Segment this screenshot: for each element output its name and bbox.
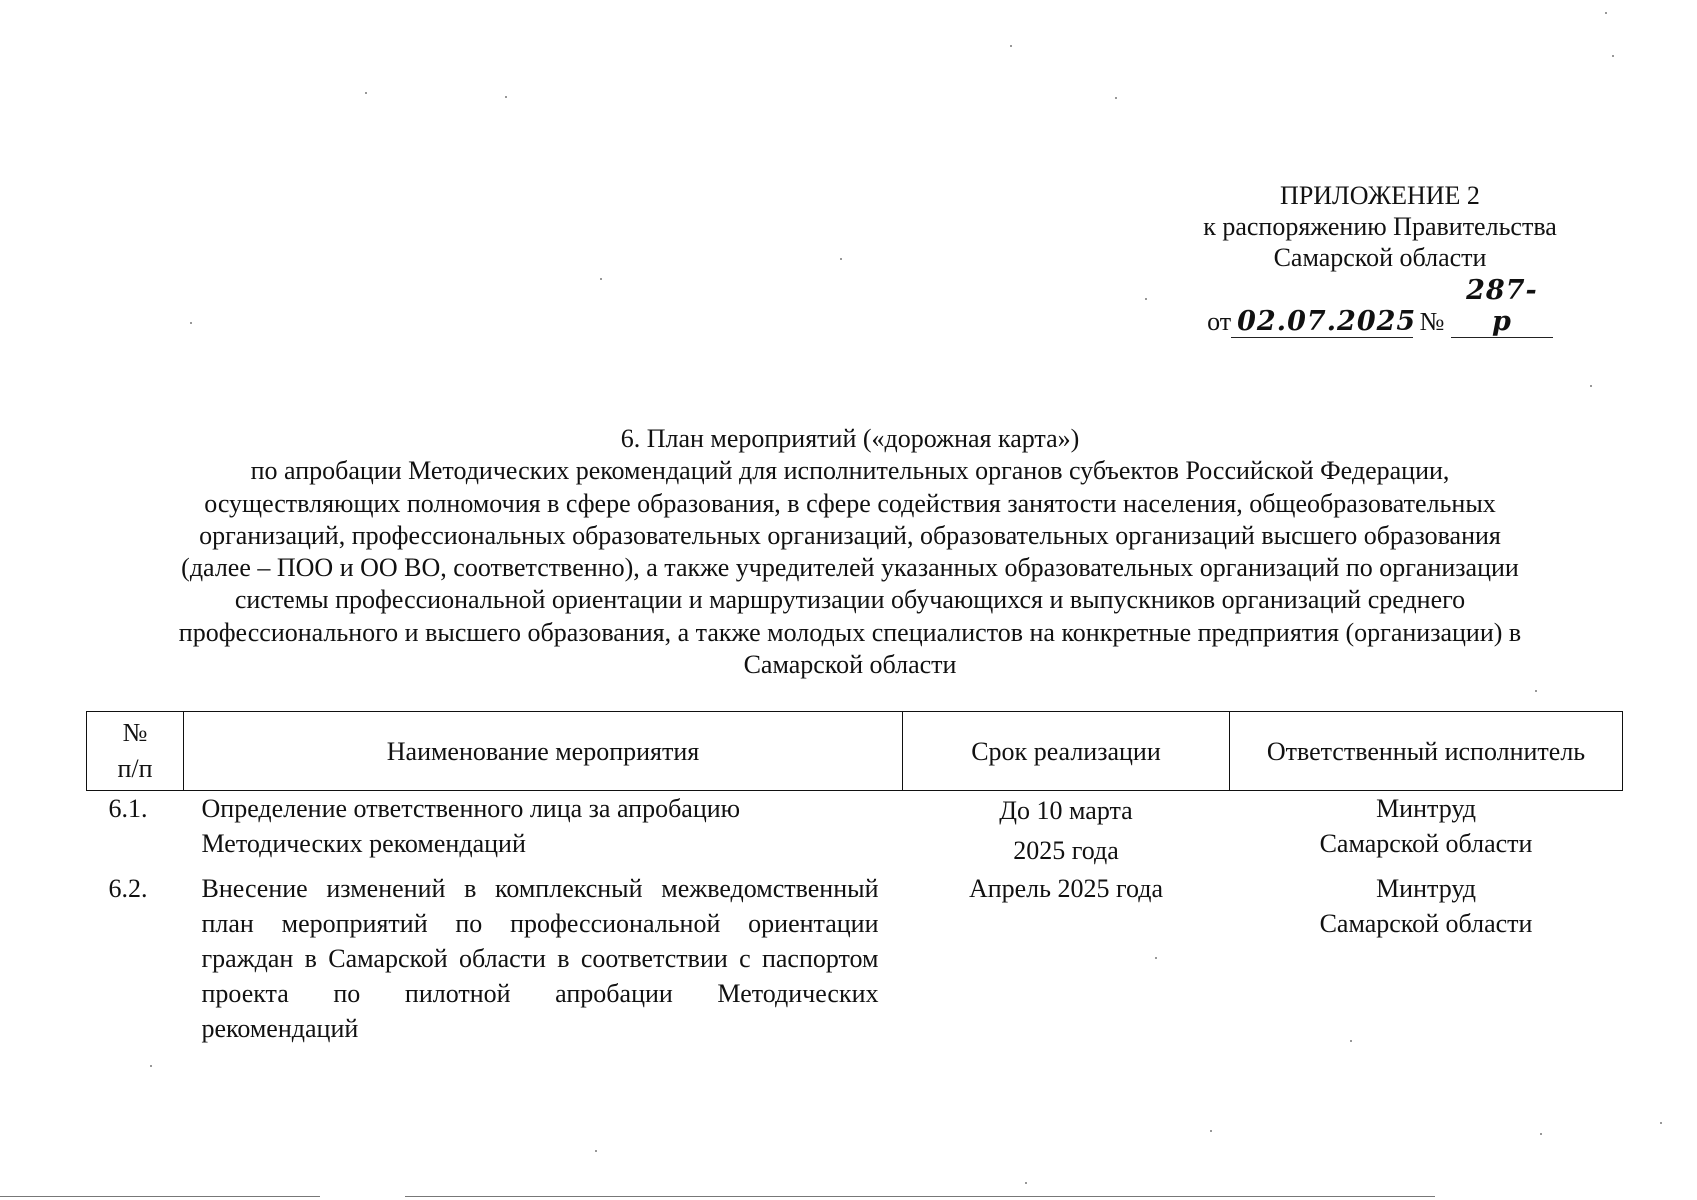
scan-speck bbox=[1155, 957, 1157, 959]
scan-speck bbox=[190, 322, 192, 324]
header-responsible: Ответственный исполнитель bbox=[1230, 712, 1623, 791]
annex-block bbox=[1160, 180, 1600, 338]
row-responsible bbox=[1230, 871, 1623, 1046]
row-number: 6.2. bbox=[108, 874, 148, 903]
scan-speck bbox=[595, 1150, 597, 1152]
header-name: Наименование мероприятия bbox=[184, 712, 903, 791]
row-term: Апрель 2025 года bbox=[968, 874, 1164, 903]
header-number bbox=[87, 712, 184, 791]
row-number: 6.1. bbox=[108, 794, 148, 823]
annex-line-2: Самарской области bbox=[1273, 243, 1487, 272]
plan-heading bbox=[80, 423, 1620, 681]
heading-line: организаций, профессиональных образовательных организаций, образовательных организаций высшего образования bbox=[199, 520, 1501, 550]
number-label: № bbox=[1419, 307, 1445, 336]
header-number-line-2: п/п bbox=[117, 754, 153, 783]
scan-speck bbox=[505, 96, 507, 98]
heading-line: профессионального и высшего образования, а также молодых специалистов на конкретные предприятия (организации) в bbox=[178, 617, 1522, 647]
scan-speck bbox=[840, 258, 842, 260]
row-responsible-line: Самарской области bbox=[1319, 909, 1533, 938]
scan-speck bbox=[1540, 1133, 1542, 1135]
table-header-row bbox=[87, 712, 1623, 791]
row-name-line: Определение ответственного лица за апробацию bbox=[201, 794, 741, 823]
row-responsible-line: Минтруд bbox=[1376, 874, 1476, 903]
row-responsible bbox=[1230, 791, 1623, 872]
header-term: Срок реализации bbox=[903, 712, 1230, 791]
row-term bbox=[903, 791, 1230, 872]
scan-speck bbox=[1350, 1040, 1352, 1042]
scan-speck bbox=[1612, 55, 1614, 57]
plan-title: 6. План мероприятий («дорожная карта») bbox=[620, 424, 1080, 453]
heading-line: по апробации Методических рекомендаций для исполнительных органов субъектов Российской Федерации, bbox=[250, 456, 1450, 486]
handwritten-number: 287-р bbox=[1451, 275, 1553, 338]
heading-line: осуществляющих полномочия в сфере образования, в сфере содействия занятости населения, общеобразовательных bbox=[204, 488, 1496, 518]
scan-speck bbox=[1660, 1122, 1662, 1124]
row-term-line: До 10 марта bbox=[999, 796, 1133, 825]
scan-speck bbox=[1535, 690, 1537, 692]
row-name: Внесение изменений в комплексный межведомственный план мероприятий по профессиональной ориентации граждан в Самарской области в соответствии с паспортом проекта по пилотной апробации Методических рекомендаций bbox=[201, 874, 879, 1043]
annex-line-1: к распоряжению Правительства bbox=[1203, 212, 1557, 241]
scan-speck bbox=[150, 1065, 152, 1067]
header-number-line-1: № bbox=[122, 718, 148, 747]
scan-speck bbox=[600, 278, 602, 280]
plan-table bbox=[86, 711, 1623, 1046]
annex-date-line bbox=[1160, 275, 1600, 338]
scan-edge-line bbox=[0, 1196, 320, 1197]
row-name bbox=[184, 791, 903, 872]
heading-line: (далее – ПОО и ОО ВО, соответственно), а также учредителей указанных образовательных организаций по организации bbox=[181, 553, 1519, 583]
annex-title: ПРИЛОЖЕНИЕ 2 bbox=[1280, 181, 1480, 210]
scan-speck bbox=[1115, 97, 1117, 99]
scan-speck bbox=[1010, 45, 1012, 47]
heading-line: системы профессиональной ориентации и маршрутизации обучающихся и выпускников организаций среднего bbox=[234, 585, 1466, 615]
scan-speck bbox=[1590, 385, 1592, 387]
row-term-line: 2025 года bbox=[1013, 836, 1119, 865]
row-responsible-line: Самарской области bbox=[1319, 829, 1533, 858]
from-label: от bbox=[1207, 307, 1232, 336]
table-row bbox=[87, 871, 1623, 1046]
scan-speck bbox=[1210, 1130, 1212, 1132]
table-row bbox=[87, 791, 1623, 872]
handwritten-date: 02.07.2025 bbox=[1231, 306, 1413, 338]
scan-speck bbox=[1605, 12, 1607, 14]
scan-speck bbox=[365, 92, 367, 94]
row-name-line: Методических рекомендаций bbox=[201, 829, 526, 858]
scan-edge-line bbox=[405, 1196, 1435, 1197]
scan-speck bbox=[1025, 1182, 1027, 1184]
heading-line: Самарской области bbox=[743, 650, 957, 680]
scan-speck bbox=[1145, 298, 1147, 300]
row-responsible-line: Минтруд bbox=[1376, 794, 1476, 823]
